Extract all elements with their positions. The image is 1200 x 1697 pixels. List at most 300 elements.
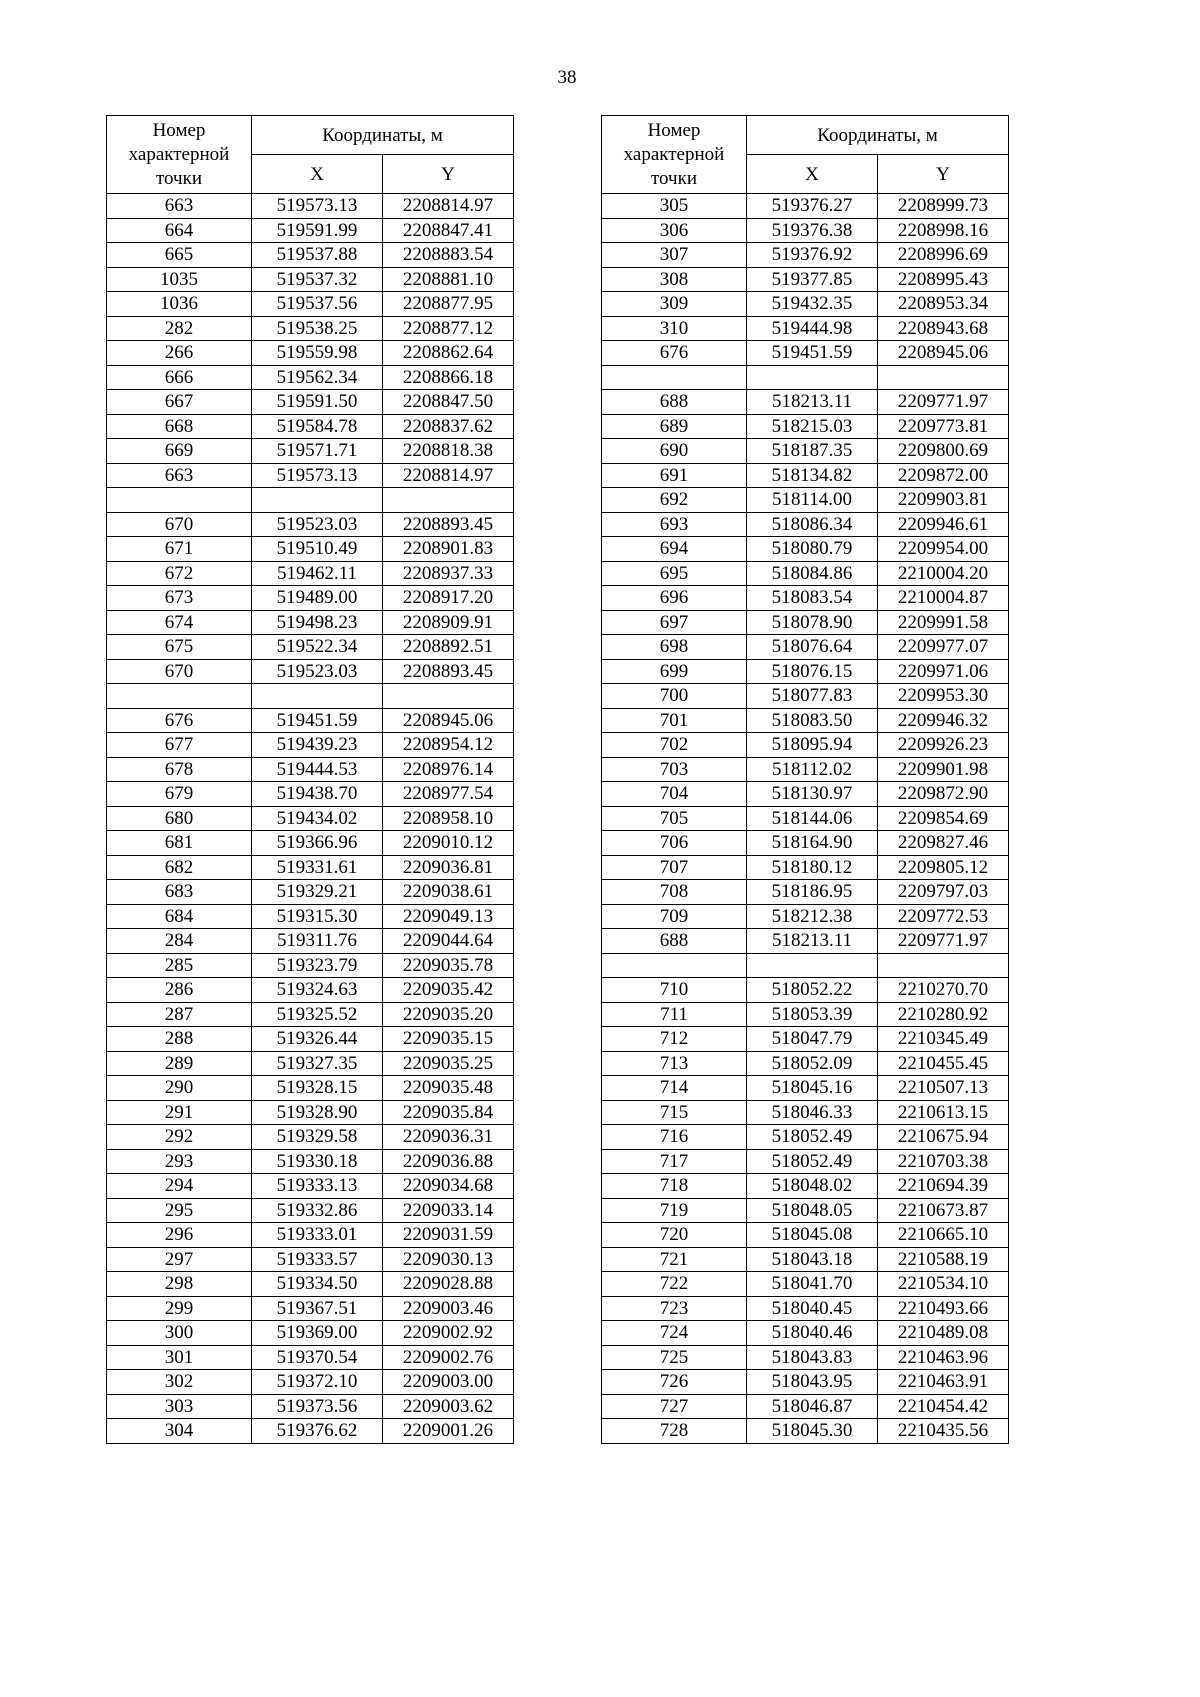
point-number-cell: 707 (602, 855, 747, 880)
x-coordinate-cell: 518052.49 (747, 1149, 878, 1174)
y-header: Y (383, 155, 514, 194)
x-coordinate-cell: 518213.11 (747, 929, 878, 954)
table-row (602, 463, 1009, 488)
point-number-cell: 694 (602, 537, 747, 562)
point-number-cell: 709 (602, 904, 747, 929)
point-number-cell: 715 (602, 1100, 747, 1125)
table-row (107, 586, 514, 611)
point-number-cell: 693 (602, 512, 747, 537)
point-number-cell: 674 (107, 610, 252, 635)
point-number-cell (107, 488, 252, 513)
table-row (602, 1345, 1009, 1370)
table-row (602, 414, 1009, 439)
table-row (602, 978, 1009, 1003)
point-number-cell: 714 (602, 1076, 747, 1101)
x-coordinate-cell: 518076.15 (747, 659, 878, 684)
y-coordinate-cell: 2209946.32 (878, 708, 1009, 733)
y-coordinate-cell: 2210534.10 (878, 1272, 1009, 1297)
table-row (107, 1100, 514, 1125)
x-coordinate-cell: 518114.00 (747, 488, 878, 513)
point-number-cell: 710 (602, 978, 747, 1003)
x-coordinate-cell: 519324.63 (252, 978, 383, 1003)
y-coordinate-cell: 2210004.87 (878, 586, 1009, 611)
table-row (602, 512, 1009, 537)
x-coordinate-cell: 519523.03 (252, 512, 383, 537)
x-coordinate-cell: 519537.56 (252, 292, 383, 317)
x-coordinate-cell: 518045.16 (747, 1076, 878, 1101)
x-coordinate-cell: 518077.83 (747, 684, 878, 709)
table-row (107, 929, 514, 954)
y-coordinate-cell: 2208837.62 (383, 414, 514, 439)
table-row (107, 1272, 514, 1297)
point-number-cell: 282 (107, 316, 252, 341)
y-coordinate-cell: 2209773.81 (878, 414, 1009, 439)
y-coordinate-cell: 2209030.13 (383, 1247, 514, 1272)
x-coordinate-cell: 519444.53 (252, 757, 383, 782)
x-coordinate-cell: 519439.23 (252, 733, 383, 758)
x-coordinate-cell: 518080.79 (747, 537, 878, 562)
table-row (602, 1223, 1009, 1248)
y-coordinate-cell: 2208847.41 (383, 218, 514, 243)
table-row (602, 1321, 1009, 1346)
table-row (602, 390, 1009, 415)
y-coordinate-cell: 2208862.64 (383, 341, 514, 366)
point-number-cell: 1036 (107, 292, 252, 317)
point-number-cell: 297 (107, 1247, 252, 1272)
x-header: X (252, 155, 383, 194)
point-number-cell: 688 (602, 929, 747, 954)
table-row (107, 1345, 514, 1370)
x-coordinate-cell: 518052.49 (747, 1125, 878, 1150)
y-coordinate-cell: 2209034.68 (383, 1174, 514, 1199)
x-coordinate-cell: 519332.86 (252, 1198, 383, 1223)
y-coordinate-cell: 2209049.13 (383, 904, 514, 929)
table-row (107, 610, 514, 635)
coordinates-table-left (106, 115, 514, 1444)
x-header: X (747, 155, 878, 194)
y-header: Y (878, 155, 1009, 194)
table-row (602, 635, 1009, 660)
x-coordinate-cell: 519376.38 (747, 218, 878, 243)
point-number-cell: 670 (107, 512, 252, 537)
x-coordinate-cell: 518076.64 (747, 635, 878, 660)
point-number-cell (602, 953, 747, 978)
x-coordinate-cell: 518048.02 (747, 1174, 878, 1199)
y-coordinate-cell: 2208958.10 (383, 806, 514, 831)
table-row (602, 953, 1009, 978)
table-body (107, 194, 514, 1444)
x-coordinate-cell: 519584.78 (252, 414, 383, 439)
table-row (107, 684, 514, 709)
table-row (107, 341, 514, 366)
y-coordinate-cell: 2208893.45 (383, 512, 514, 537)
y-coordinate-cell: 2209035.48 (383, 1076, 514, 1101)
y-coordinate-cell: 2208814.97 (383, 463, 514, 488)
table-row (107, 292, 514, 317)
y-coordinate-cell: 2208996.69 (878, 243, 1009, 268)
point-number-cell: 304 (107, 1419, 252, 1444)
y-coordinate-cell: 2210489.08 (878, 1321, 1009, 1346)
point-number-cell: 284 (107, 929, 252, 954)
point-number-cell (107, 684, 252, 709)
y-coordinate-cell: 2209001.26 (383, 1419, 514, 1444)
y-coordinate-cell: 2209953.30 (878, 684, 1009, 709)
table-row (602, 733, 1009, 758)
point-number-cell: 708 (602, 880, 747, 905)
x-coordinate-cell: 519325.52 (252, 1002, 383, 1027)
table-row (602, 1076, 1009, 1101)
table-row (602, 1100, 1009, 1125)
point-number-cell: 676 (602, 341, 747, 366)
x-coordinate-cell: 519315.30 (252, 904, 383, 929)
point-number-cell: 721 (602, 1247, 747, 1272)
x-coordinate-cell: 518130.97 (747, 782, 878, 807)
x-coordinate-cell: 519329.58 (252, 1125, 383, 1150)
x-coordinate-cell: 519331.61 (252, 855, 383, 880)
point-number-cell: 299 (107, 1296, 252, 1321)
table-row (602, 659, 1009, 684)
y-coordinate-cell: 2210455.45 (878, 1051, 1009, 1076)
table-row (602, 292, 1009, 317)
point-number-cell: 704 (602, 782, 747, 807)
y-coordinate-cell: 2210463.96 (878, 1345, 1009, 1370)
coordinates-header: Координаты, м (252, 116, 514, 155)
point-number-cell: 698 (602, 635, 747, 660)
y-coordinate-cell: 2208999.73 (878, 194, 1009, 219)
x-coordinate-cell: 518046.87 (747, 1394, 878, 1419)
x-coordinate-cell: 519537.32 (252, 267, 383, 292)
table-row (602, 218, 1009, 243)
table-row (107, 561, 514, 586)
point-number-cell: 296 (107, 1223, 252, 1248)
y-coordinate-cell: 2209991.58 (878, 610, 1009, 635)
table-row (107, 659, 514, 684)
y-coordinate-cell: 2209800.69 (878, 439, 1009, 464)
table-row (107, 414, 514, 439)
x-coordinate-cell (252, 488, 383, 513)
point-number-cell: 300 (107, 1321, 252, 1346)
y-coordinate-cell: 2210280.92 (878, 1002, 1009, 1027)
table-row (107, 733, 514, 758)
y-coordinate-cell: 2208953.34 (878, 292, 1009, 317)
y-coordinate-cell: 2209827.46 (878, 831, 1009, 856)
table-row (107, 488, 514, 513)
y-coordinate-cell: 2209954.00 (878, 537, 1009, 562)
point-number-cell: 1035 (107, 267, 252, 292)
x-coordinate-cell: 519376.62 (252, 1419, 383, 1444)
table-row (602, 831, 1009, 856)
table-row (602, 586, 1009, 611)
point-number-cell: 724 (602, 1321, 747, 1346)
point-number-cell: 310 (602, 316, 747, 341)
table-row (107, 1370, 514, 1395)
y-coordinate-cell: 2209036.88 (383, 1149, 514, 1174)
x-coordinate-cell: 518043.18 (747, 1247, 878, 1272)
table-row (602, 708, 1009, 733)
y-coordinate-cell: 2209044.64 (383, 929, 514, 954)
table-row (107, 978, 514, 1003)
y-coordinate-cell: 2210507.13 (878, 1076, 1009, 1101)
point-number-cell: 692 (602, 488, 747, 513)
x-coordinate-cell: 519370.54 (252, 1345, 383, 1370)
y-coordinate-cell: 2209036.81 (383, 855, 514, 880)
point-number-cell: 703 (602, 757, 747, 782)
table-row (602, 1394, 1009, 1419)
x-coordinate-cell: 518052.09 (747, 1051, 878, 1076)
y-coordinate-cell: 2210588.19 (878, 1247, 1009, 1272)
x-coordinate-cell: 519329.21 (252, 880, 383, 905)
table-row (107, 243, 514, 268)
table-row (602, 880, 1009, 905)
table-row (107, 365, 514, 390)
page-number: 38 (557, 67, 577, 88)
point-number-cell: 695 (602, 561, 747, 586)
x-coordinate-cell: 518041.70 (747, 1272, 878, 1297)
table-row (107, 635, 514, 660)
point-number-cell: 666 (107, 365, 252, 390)
x-coordinate-cell: 519334.50 (252, 1272, 383, 1297)
x-coordinate-cell: 518053.39 (747, 1002, 878, 1027)
x-coordinate-cell: 518078.90 (747, 610, 878, 635)
table-row (602, 316, 1009, 341)
y-coordinate-cell: 2210435.56 (878, 1419, 1009, 1444)
y-coordinate-cell: 2209002.76 (383, 1345, 514, 1370)
point-number-cell: 301 (107, 1345, 252, 1370)
point-number-cell: 719 (602, 1198, 747, 1223)
x-coordinate-cell: 519366.96 (252, 831, 383, 856)
table-row (107, 512, 514, 537)
x-coordinate-cell: 518083.50 (747, 708, 878, 733)
table-row (107, 1223, 514, 1248)
y-coordinate-cell: 2209903.81 (878, 488, 1009, 513)
y-coordinate-cell: 2210454.42 (878, 1394, 1009, 1419)
x-coordinate-cell: 519537.88 (252, 243, 383, 268)
x-coordinate-cell: 519372.10 (252, 1370, 383, 1395)
point-number-cell: 713 (602, 1051, 747, 1076)
y-coordinate-cell: 2209035.84 (383, 1100, 514, 1125)
y-coordinate-cell: 2209038.61 (383, 880, 514, 905)
point-number-cell: 302 (107, 1370, 252, 1395)
x-coordinate-cell: 519510.49 (252, 537, 383, 562)
x-coordinate-cell: 519573.13 (252, 463, 383, 488)
y-coordinate-cell: 2208892.51 (383, 635, 514, 660)
y-coordinate-cell: 2208937.33 (383, 561, 514, 586)
x-coordinate-cell: 518212.38 (747, 904, 878, 929)
y-coordinate-cell: 2210004.20 (878, 561, 1009, 586)
x-coordinate-cell: 519373.56 (252, 1394, 383, 1419)
point-number-cell: 290 (107, 1076, 252, 1101)
y-coordinate-cell: 2208998.16 (878, 218, 1009, 243)
point-number-cell: 291 (107, 1100, 252, 1125)
table-row (602, 684, 1009, 709)
y-coordinate-cell: 2208877.12 (383, 316, 514, 341)
point-number-cell: 684 (107, 904, 252, 929)
x-coordinate-cell: 519376.92 (747, 243, 878, 268)
table-body (602, 194, 1009, 1444)
y-coordinate-cell: 2209771.97 (878, 390, 1009, 415)
y-coordinate-cell: 2208847.50 (383, 390, 514, 415)
y-coordinate-cell: 2209035.15 (383, 1027, 514, 1052)
table-row (107, 1247, 514, 1272)
table-row (107, 1051, 514, 1076)
point-number-cell: 309 (602, 292, 747, 317)
y-coordinate-cell (383, 488, 514, 513)
x-coordinate-cell: 519327.35 (252, 1051, 383, 1076)
point-number-cell: 683 (107, 880, 252, 905)
table-row (602, 1051, 1009, 1076)
point-number-cell: 701 (602, 708, 747, 733)
point-number-cell: 667 (107, 390, 252, 415)
x-coordinate-cell: 519571.71 (252, 439, 383, 464)
x-coordinate-cell: 518043.83 (747, 1345, 878, 1370)
point-number-header: Номер характерной точки (107, 116, 252, 194)
table-row (107, 904, 514, 929)
y-coordinate-cell: 2209805.12 (878, 855, 1009, 880)
x-coordinate-cell (747, 365, 878, 390)
y-coordinate-cell: 2209035.42 (383, 978, 514, 1003)
y-coordinate-cell: 2210673.87 (878, 1198, 1009, 1223)
x-coordinate-cell: 518048.05 (747, 1198, 878, 1223)
y-coordinate-cell: 2208976.14 (383, 757, 514, 782)
point-number-cell: 673 (107, 586, 252, 611)
point-number-cell: 293 (107, 1149, 252, 1174)
table-row (602, 610, 1009, 635)
table-row (602, 1002, 1009, 1027)
y-coordinate-cell: 2209854.69 (878, 806, 1009, 831)
point-number-cell: 696 (602, 586, 747, 611)
point-number-cell: 726 (602, 1370, 747, 1395)
point-number-cell: 678 (107, 757, 252, 782)
table-row (107, 1076, 514, 1101)
table-row (602, 1027, 1009, 1052)
point-number-cell: 668 (107, 414, 252, 439)
point-number-cell: 716 (602, 1125, 747, 1150)
table-row (602, 782, 1009, 807)
table-row (602, 757, 1009, 782)
y-coordinate-cell: 2209971.06 (878, 659, 1009, 684)
point-number-cell: 671 (107, 537, 252, 562)
x-coordinate-cell: 519323.79 (252, 953, 383, 978)
point-number-cell: 308 (602, 267, 747, 292)
x-coordinate-cell (252, 684, 383, 709)
x-coordinate-cell: 518144.06 (747, 806, 878, 831)
table-row (107, 806, 514, 831)
point-number-cell: 285 (107, 953, 252, 978)
table-row (107, 1419, 514, 1444)
x-coordinate-cell: 519311.76 (252, 929, 383, 954)
table-row (602, 194, 1009, 219)
point-number-cell: 689 (602, 414, 747, 439)
x-coordinate-cell: 519438.70 (252, 782, 383, 807)
y-coordinate-cell: 2209003.00 (383, 1370, 514, 1395)
y-coordinate-cell: 2208945.06 (878, 341, 1009, 366)
point-number-cell: 717 (602, 1149, 747, 1174)
table-row (602, 1247, 1009, 1272)
point-number-cell: 298 (107, 1272, 252, 1297)
x-coordinate-cell: 519333.57 (252, 1247, 383, 1272)
x-coordinate-cell: 519333.13 (252, 1174, 383, 1199)
x-coordinate-cell (747, 953, 878, 978)
table-row (107, 1321, 514, 1346)
table-row (602, 929, 1009, 954)
y-coordinate-cell: 2208909.91 (383, 610, 514, 635)
table-row (602, 267, 1009, 292)
table-row (602, 806, 1009, 831)
x-coordinate-cell: 518084.86 (747, 561, 878, 586)
x-coordinate-cell: 518215.03 (747, 414, 878, 439)
y-coordinate-cell: 2210694.39 (878, 1174, 1009, 1199)
y-coordinate-cell: 2209028.88 (383, 1272, 514, 1297)
x-coordinate-cell: 519432.35 (747, 292, 878, 317)
y-coordinate-cell: 2209035.25 (383, 1051, 514, 1076)
y-coordinate-cell: 2210613.15 (878, 1100, 1009, 1125)
point-number-cell: 680 (107, 806, 252, 831)
point-number-header: Номер характерной точки (602, 116, 747, 194)
x-coordinate-cell: 519377.85 (747, 267, 878, 292)
y-coordinate-cell: 2210270.70 (878, 978, 1009, 1003)
table-row (602, 1125, 1009, 1150)
point-number-cell: 288 (107, 1027, 252, 1052)
point-number-cell: 294 (107, 1174, 252, 1199)
table-row (602, 488, 1009, 513)
table-row (107, 880, 514, 905)
y-coordinate-cell: 2208943.68 (878, 316, 1009, 341)
y-coordinate-cell: 2208814.97 (383, 194, 514, 219)
x-coordinate-cell: 519444.98 (747, 316, 878, 341)
y-coordinate-cell: 2209035.78 (383, 953, 514, 978)
table-row (602, 1296, 1009, 1321)
y-coordinate-cell: 2208881.10 (383, 267, 514, 292)
x-coordinate-cell: 518086.34 (747, 512, 878, 537)
x-coordinate-cell: 519573.13 (252, 194, 383, 219)
point-number-cell: 690 (602, 439, 747, 464)
table-row (602, 561, 1009, 586)
table-row (602, 243, 1009, 268)
x-coordinate-cell: 518112.02 (747, 757, 878, 782)
table-row (107, 1125, 514, 1150)
y-coordinate-cell: 2208883.54 (383, 243, 514, 268)
point-number-cell: 295 (107, 1198, 252, 1223)
y-coordinate-cell: 2209036.31 (383, 1125, 514, 1150)
point-number-cell: 664 (107, 218, 252, 243)
x-coordinate-cell: 518043.95 (747, 1370, 878, 1395)
y-coordinate-cell: 2209926.23 (878, 733, 1009, 758)
y-coordinate-cell: 2208893.45 (383, 659, 514, 684)
y-coordinate-cell: 2208917.20 (383, 586, 514, 611)
y-coordinate-cell: 2209033.14 (383, 1198, 514, 1223)
table-row (602, 1419, 1009, 1444)
point-number-cell: 725 (602, 1345, 747, 1370)
y-coordinate-cell: 2209797.03 (878, 880, 1009, 905)
coordinates-table-right (601, 115, 1009, 1444)
x-coordinate-cell: 518083.54 (747, 586, 878, 611)
x-coordinate-cell: 518180.12 (747, 855, 878, 880)
y-coordinate-cell: 2209901.98 (878, 757, 1009, 782)
x-coordinate-cell: 518052.22 (747, 978, 878, 1003)
x-coordinate-cell: 519367.51 (252, 1296, 383, 1321)
table-row (602, 365, 1009, 390)
y-coordinate-cell (878, 953, 1009, 978)
point-number-cell: 292 (107, 1125, 252, 1150)
table-row (602, 1198, 1009, 1223)
coordinates-header: Координаты, м (747, 116, 1009, 155)
point-number-cell: 727 (602, 1394, 747, 1419)
x-coordinate-cell: 518040.46 (747, 1321, 878, 1346)
point-number-cell: 699 (602, 659, 747, 684)
y-coordinate-cell: 2208995.43 (878, 267, 1009, 292)
y-coordinate-cell: 2209002.92 (383, 1321, 514, 1346)
point-number-cell: 670 (107, 659, 252, 684)
